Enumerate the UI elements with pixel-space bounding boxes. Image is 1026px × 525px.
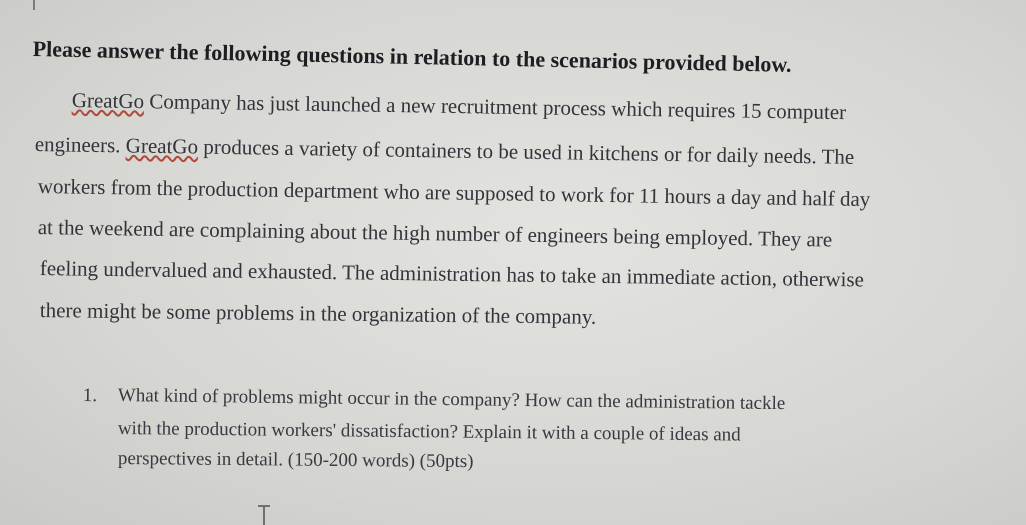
ruler-tick [33, 0, 35, 10]
scenario-line-1 [72, 88, 847, 125]
scenario-line-1-text: Company has just launched a new recruitment process which requires 15 computer [143, 89, 847, 125]
scenario-line-2-start: engineers. [34, 132, 126, 158]
question-line-2: with the production workers' dissatisfaction? Explain it with a couple of ideas and [117, 418, 741, 446]
instructions-heading: Please answer the following questions in relation to the scenarios provided below. [32, 36, 792, 77]
scenario-line-3: workers from the production department who are supposed to work for 11 hours a day and half day [37, 174, 871, 212]
text-cursor [263, 505, 265, 525]
company-name-link: GreatGo [71, 88, 145, 114]
scenario-line-5: feeling undervalued and exhausted. The administration has to take an immediate action, otherwise [39, 256, 865, 292]
scenario-line-4: at the weekend are complaining about the high number of engineers being employed. They are [37, 215, 833, 252]
question-number: 1. [82, 385, 98, 407]
question-line-3: perspectives in detail. (150-200 words) (50pts) [117, 448, 474, 473]
scenario-line-2-text: produces a variety of containers to be used in kitchens or for daily needs. The [197, 134, 855, 169]
company-name-link-2: GreatGo [125, 133, 199, 159]
question-line-1: What kind of problems might occur in the company? How can the administration tackle [117, 385, 786, 415]
scenario-line-6: there might be some problems in the organization of the company. [39, 298, 597, 329]
scenario-line-2 [35, 132, 855, 170]
